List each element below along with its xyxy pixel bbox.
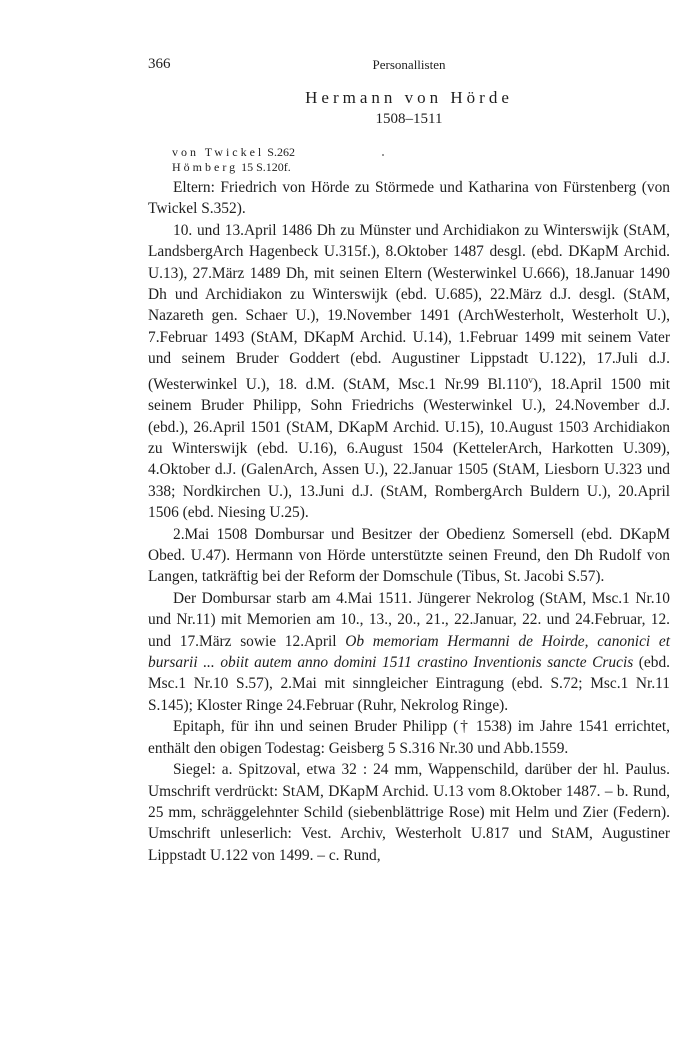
entry-dates: 1508–1511 — [375, 111, 443, 127]
body-paragraph — [148, 220, 670, 524]
reference-detail: S.262 — [267, 145, 295, 159]
reference-detail: 15 S.120f. — [241, 160, 291, 174]
text-segment: Der Dombursar starb am 4.Mai 1511. Jüngerer Nekrolog (StAM, Msc.1 Nr.10 und Nr.11) mit Memorien am 10., 13., 20., 21., 22.Januar, 22. und 24.Februar, 12. und 17.März sowie 12.April — [148, 589, 670, 650]
running-head: Personallisten — [372, 57, 446, 72]
text-segment: 10. und 13.April 1486 Dh zu Münster und Archidiakon zu Winterswijk (StAM, LandsbergArch Hagenbeck U.315f.), 8.Oktober 1487 desgl. (ebd. DKapM Archid. U.13), 27.März 1489 Dh, mit seinen Eltern (Westerwinkel U.666), 18.Januar 1490 Dh und Archidiakon zu Winterswijk (ebd. U.685), 22.März d.J. desgl. (StAM, Nazareth gen. Schaer U.), 19.November 1491 (ArchWesterholt, Westerholt U.), 7.Februar 1493 (StAM, DKapM Archid. U.14), 1.Februar 1499 mit seinem Vater und seinem Bruder Goddert (ebd. Augustiner Lippstadt U.122), 17.Juli d.J. (Westerwinkel U.), 18. d.M. (StAM, Msc.1 Nr.99 Bl.110 — [148, 221, 670, 393]
reference-line — [172, 145, 670, 160]
reference-list — [148, 145, 670, 175]
superscript: v — [528, 374, 533, 385]
reference-author: Hömberg — [172, 160, 239, 174]
reference-author: von Twickel — [172, 145, 265, 159]
entry-title: Hermann von Hörde — [305, 88, 513, 107]
entry-body — [148, 177, 670, 866]
body-paragraph — [148, 524, 670, 588]
body-paragraph — [148, 588, 670, 716]
text-segment: Epitaph, für ihn und seinen Bruder Philipp († 1538) im Jahre 1541 errichtet, enthält den obigen Todestag: Geisberg 5 S.316 Nr.30 und Abb.1559. — [148, 718, 670, 757]
text-segment: ), 18.April 1500 mit seinem Bruder Philipp, Sohn Friedrichs (Westerwinkel U.), 24.November d.J. (ebd.), 26.April 1501 (StAM, DKapM Archid. U.15), 10.August 1503 Archidiakon zu Winterswijk (ebd. U.16), 6.August 1504 (KettelerArch, Harkotten U.309), 4.Oktober d.J. (GalenArch, Assen U.), 22.Januar 1505 (StAM, Liesborn U.323 und 338; Nordkirchen U.), 13.Juni d.J. (StAM, RombergArch Buldern U.), 20.April 1506 (ebd. Niesing U.25). — [148, 375, 671, 522]
reference-line — [172, 160, 670, 175]
page-number: 366 — [148, 56, 171, 72]
stray-mark — [382, 154, 384, 156]
text-segment: (ebd. Msc.1 Nr.10 S.57), 2.Mai mit sinngleicher Eintragung (ebd. S.72; Msc.1 Nr.11 S.145); Kloster Ringe 24.Februar (Ruhr, Nekrolog Ringe). — [148, 654, 670, 714]
latin-quote: Ob memoriam Hermanni de Hoirde, canonici et bursarii ... obiit autem anno domini 1511 crastino Inventionis sancte Crucis — [148, 632, 670, 672]
body-paragraph — [148, 177, 670, 220]
text-segment: Siegel: a. Spitzoval, etwa 32 : 24 mm, Wappenschild, darüber der hl. Paulus. Umschrift verdrückt: StAM, DKapM Archid. U.13 vom 8.Oktober 1487. – b. Rund, 25 mm, schräggelehnter Schild (siebenblättrige Rose) mit Helm und Zier (Federn). Umschrift unleserlich: Vest. Archiv, Westerholt U.817 und StAM, Augustiner Lippstadt U.122 von 1499. – c. Rund, — [148, 761, 670, 864]
text-segment: 2.Mai 1508 Dombursar und Besitzer der Obedienz Somersell (ebd. DKapM Obed. U.47). Hermann von Hörde unterstützte seinen Freund, den Dh Rudolf von Langen, tatkräftig bei der Reform der Domschule (Tibus, St. Jacobi S.57). — [148, 525, 670, 586]
page-header — [148, 56, 670, 78]
body-paragraph — [148, 759, 670, 866]
page — [148, 56, 670, 866]
body-paragraph — [148, 716, 670, 759]
text-segment: Eltern: Friedrich von Hörde zu Störmede und Katharina von Fürstenberg (von Twickel S.352). — [148, 179, 670, 218]
